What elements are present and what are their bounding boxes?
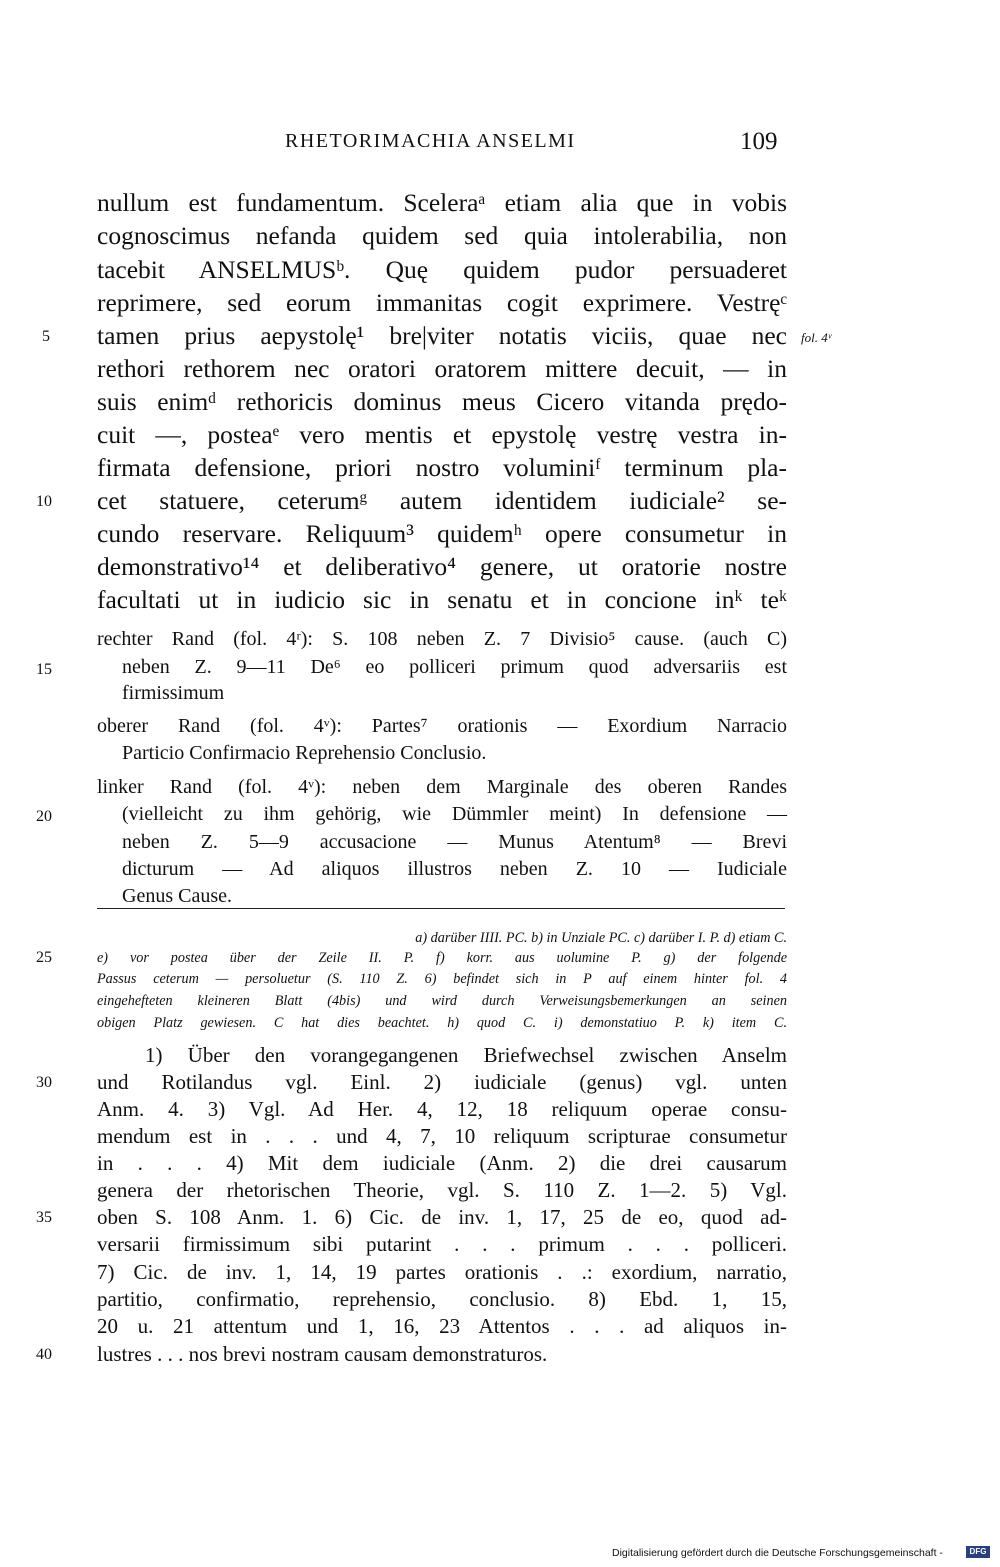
footnote-line: lustres . . . nos brevi nostram causam demonstraturos. <box>97 1342 548 1366</box>
main-text-line: tacebit ANSELMUSᵇ. Quę quidem pudor persuaderet <box>97 255 787 284</box>
footnote-line: 7) Cic. de inv. 1, 14, 19 partes orationis . .: exordium, narratio, <box>97 1260 787 1284</box>
footnote-line: in . . . 4) Mit dem iudiciale (Anm. 2) die drei causarum <box>97 1151 787 1175</box>
footnote-line: und Rotilandus vgl. Einl. 2) iudiciale (genus) vgl. unten <box>97 1070 787 1094</box>
footnote-line: 1) Über den vorangegangenen Briefwechsel zwischen Anselm <box>145 1043 787 1067</box>
marginalia-line: dicturum — Ad aliquos illustros neben Z. 10 — Iudiciale <box>122 858 787 880</box>
footnote-line: 20 u. 21 attentum und 1, 16, 23 Attentos . . . ad aliquos in- <box>97 1314 787 1338</box>
footnote-line: Anm. 4. 3) Vgl. Ad Her. 4, 12, 18 reliquum operae consu- <box>97 1097 787 1121</box>
digitization-credit: Digitalisierung gefördert durch die Deutsche Forschungsgemeinschaft - <box>612 1547 943 1559</box>
folio-marker: fol. 4ᵛ <box>801 330 832 345</box>
apparatus-line: Passus ceterum — persoluetur (S. 110 Z. 6) befindet sich in P auf einem hinter fol. 4 <box>97 971 787 987</box>
line-number: 15 <box>36 661 52 678</box>
page-number: 109 <box>740 128 778 155</box>
marginalia-line: linker Rand (fol. 4ᵛ): neben dem Marginale des oberen Randes <box>97 776 787 798</box>
line-number: 5 <box>42 328 50 345</box>
marginalia-line: neben Z. 9—11 De⁶ eo polliceri primum quod adversariis est <box>122 656 787 678</box>
main-text-line: nullum est fundamentum. Sceleraᵃ etiam alia que in vobis <box>97 188 787 217</box>
footnote-line: genera der rhetorischen Theorie, vgl. S. 110 Z. 1—2. 5) Vgl. <box>97 1178 787 1202</box>
marginalia-line: (vielleicht zu ihm gehörig, wie Dümmler meint) In defensione — <box>122 803 787 825</box>
line-number: 40 <box>36 1346 52 1363</box>
main-text-line: cundo reservare. Reliquum³ quidemʰ opere consumetur in <box>97 519 787 548</box>
marginalia-line: Particio Confirmacio Reprehensio Conclusio. <box>122 742 487 764</box>
line-number: 20 <box>36 808 52 825</box>
apparatus-line: a) darüber IIII. PC. b) in Unziale PC. c) darüber I. P. d) etiam C. <box>415 930 787 946</box>
marginalia-line: neben Z. 5—9 accusacione — Munus Atentum⁸ — Brevi <box>122 831 787 853</box>
marginalia-line: oberer Rand (fol. 4ᵛ): Partes⁷ orationis — Exordium Narracio <box>97 715 787 737</box>
main-text-line: cuit —, posteaᵉ vero mentis et epystolę vestrę vestra in- <box>97 420 787 449</box>
main-text-line: cet statuere, ceterumᵍ autem identidem iudiciale² se- <box>97 486 787 515</box>
apparatus-line: obigen Platz gewiesen. C hat dies beachtet. h) quod C. i) demonstatiuo P. k) item C. <box>97 1015 787 1031</box>
footnote-line: partitio, confirmatio, reprehensio, conclusio. 8) Ebd. 1, 15, <box>97 1287 787 1311</box>
main-text-line: suis enimᵈ rethoricis dominus meus Cicero vitanda prędo- <box>97 387 787 416</box>
main-text-line: cognoscimus nefanda quidem sed quia intolerabilia, non <box>97 221 787 250</box>
main-text-line: demonstrativo¹⁴ et deliberativo⁴ genere, ut oratorie nostre <box>97 552 787 581</box>
marginalia-line: Genus Cause. <box>122 885 232 907</box>
main-text-line: rethori rethorem nec oratori oratorem mittere decuit, — in <box>97 354 787 383</box>
main-text-line: firmata defensione, priori nostro voluminiᶠ terminum pla- <box>97 453 787 482</box>
apparatus-line: e) vor postea über der Zeile II. P. f) korr. aus uolumine P. g) der folgende <box>97 950 787 966</box>
apparatus-line: eingehefteten kleineren Blatt (4bis) und wird durch Verweisungsbemerkungen an seinen <box>97 993 787 1009</box>
marginalia-line: rechter Rand (fol. 4ʳ): S. 108 neben Z. 7 Divisio⁵ cause. (auch C) <box>97 628 787 650</box>
footnote-rule <box>97 908 785 909</box>
line-number: 30 <box>36 1074 52 1091</box>
marginalia-line: firmissimum <box>122 682 225 704</box>
main-text-line: tamen prius aepystolę¹ bre|viter notatis viciis, quae nec <box>97 321 787 350</box>
dfg-logo: DFG <box>966 1546 990 1558</box>
footnote-line: mendum est in . . . und 4, 7, 10 reliquum scripturae consumetur <box>97 1124 787 1148</box>
line-number: 35 <box>36 1209 52 1226</box>
footnote-line: oben S. 108 Anm. 1. 6) Cic. de inv. 1, 17, 25 de eo, quod ad- <box>97 1205 787 1229</box>
line-number: 10 <box>36 493 52 510</box>
line-number: 25 <box>36 949 52 966</box>
footnote-line: versarii firmissimum sibi putarint . . . primum . . . polliceri. <box>97 1232 787 1256</box>
main-text-line: facultati ut in iudicio sic in senatu et in concione inᵏ teᵏ <box>97 585 787 614</box>
main-text-line: reprimere, sed eorum immanitas cogit exprimere. Vestręᶜ <box>97 288 787 317</box>
running-head: RHETORIMACHIA ANSELMI <box>285 130 576 152</box>
